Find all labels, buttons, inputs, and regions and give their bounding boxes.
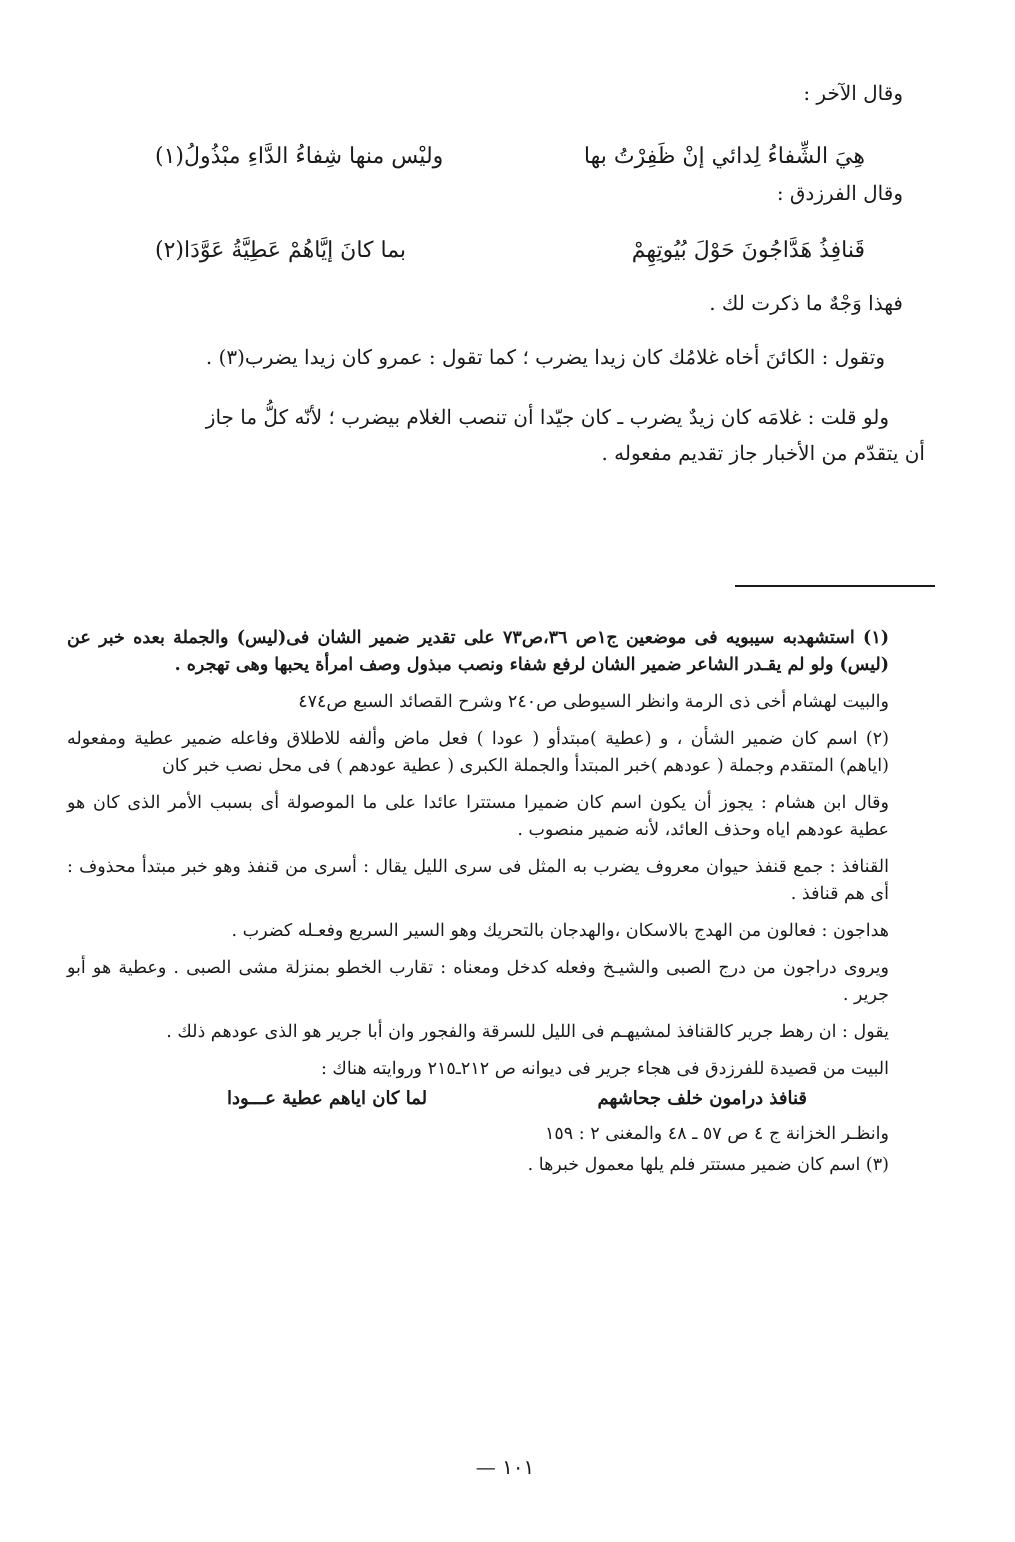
text-line: ولو قلت : غلامَه كان زيدٌ يضرب ـ كان جيّدا أن تنصب الغلام بيضرب ؛ لأنّه كلُّ ما جاز xyxy=(205,405,889,429)
footnote-1: (١) استشهدبه سيبويه فى موضعين ج١ص ٣٦،ص٧٣ على تقدير ضمير الشان فى(ليس) والجملة بعده خبر عن (ليس) ولو لم يقـدر الشاعر ضمير الشان لرفع شفاء ونصب مبذول وصف امرأة يحبها وهى تهجره . xyxy=(67,628,889,675)
footnote-2-meaning: يقول : ان رهط جرير كالقنافذ لمشيهـم فى الليل للسرقة والفجور وان أبا جرير هو الذى عودهم ذلك . xyxy=(166,1022,889,1042)
footnote-verse xyxy=(227,1085,807,1113)
text-line: أن يتقدّم من الأخبار جاز تقديم مفعوله . xyxy=(601,441,925,465)
footnote-2-references: وانظـر الخزانة ج ٤ ص ٥٧ ـ ٤٨ والمغنى ٢ : ١٥٩ xyxy=(544,1124,889,1144)
text-line: وقال الآخر : xyxy=(803,81,903,105)
verse-line xyxy=(155,234,865,268)
text-line: وتقول : الكائنَ أخاه غلامُك كان زيدا يضرب ؛ كما تقول : عمرو كان زيدا يضرب(٣) . xyxy=(205,345,885,369)
verse-hemistich-second: بما كانَ إيَّاهُمْ عَطِيَّةُ عَوَّدَا(٢) xyxy=(155,238,407,263)
footnotes xyxy=(67,625,927,1189)
footnote-2-qanafidh: القنافذ : جمع قنفذ حيوان معروف يضرب به المثل فى سرى الليل يقال : أسرى من قنفذ وهو خبر مبتدأ محذوف : أى هم قنافذ . xyxy=(67,857,889,904)
verse-hemistich-second: وليْس منها شِفاءُ الدَّاءِ مبْذُولُ(١) xyxy=(155,144,444,169)
page-number: — ١٠١ xyxy=(475,1455,535,1479)
verse-hemistich-first: قَنافِذُ هَدَّاجُونَ حَوْلَ بُيُوتِهِمْ xyxy=(631,238,865,263)
footnote-2-variant: ويروى دراجون من درج الصبى والشيـخ وفعله كدخل ومعناه : تقارب الخطو بمنزلة مشى الصبى . وعطية هو أبو جرير . xyxy=(67,958,889,1005)
footnote-separator xyxy=(735,585,935,587)
footnote-2-ibn-hisham: وقال ابن هشام : يجوز أن يكون اسم كان ضميرا مستترا عائدا على ما الموصولة أى بسبب الأمر الذى كان هو عطية عودهم اياه وحذف العائد، لأنه ضمير منصوب . xyxy=(67,793,889,840)
main-text xyxy=(85,78,925,468)
footnote-verse-first: قنافذ درامون خلف جحاشهم xyxy=(597,1088,807,1109)
footnote-2-haddajun: هداجون : فعالون من الهدج بالاسكان ،والهدجان بالتحريك وهو السير السريع وفعـله كضرب . xyxy=(231,921,889,941)
footnote-1-source: والبيت لهشام أخى ذى الرمة وانظر السيوطى ص٢٤٠ وشرح القصائد السبع ص٤٧٤ xyxy=(298,692,889,712)
text-line: فهذا وَجْهٌ ما ذكرت لك . xyxy=(709,291,903,315)
verse-hemistich-first: هِيَ الشِّفاءُ لِدائي إنْ ظَفِرْتُ بها xyxy=(583,144,865,169)
footnote-2: (٢) اسم كان ضمير الشأن ، و (عطية )مبتدأو ( عودا ) فعل ماض وألفه للاطلاق وفاعله ضمير عطية ومفعوله (اياهم) المتقدم وجملة ( عودهم )خبر المبتدأ والجملة الكبرى ( عطية عودهم ) فى محل نصب خبر كان xyxy=(67,729,889,776)
footnote-verse-second: لما كان اياهم عطية عـــودا xyxy=(227,1088,428,1109)
footnote-2-source: البيت من قصيدة للفرزدق فى هجاء جرير فى ديوانه ص ٢١٢ـ٢١٥ وروايته هناك : xyxy=(320,1059,889,1079)
footnote-3: (٣) اسم كان ضمير مستتر فلم يلها معمول خبرها . xyxy=(527,1155,889,1175)
verse-line xyxy=(155,140,865,174)
text-line: وقال الفرزدق : xyxy=(776,181,903,205)
